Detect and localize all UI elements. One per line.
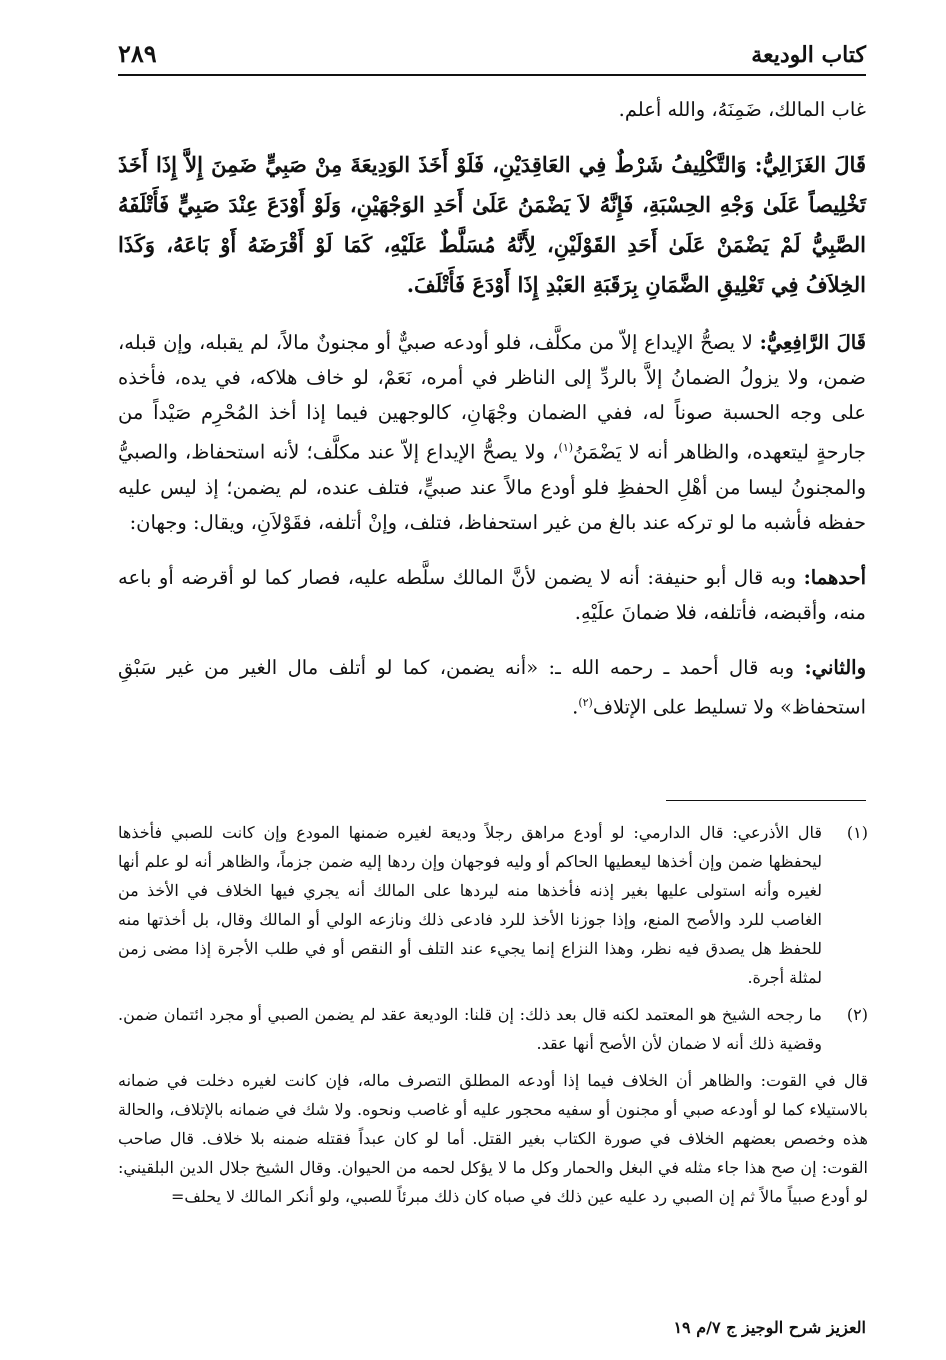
first-text: وبه قال أبو حنيفة: أنه لا يضمن لأنَّ المالك سلَّطه عليه، فصار كما لو أقرضه أو باعه منه، وأقبضه، فأتلفه، فلا ضمانَ علَيْهِ. (118, 565, 866, 624)
page-number: ٢٨٩ (118, 39, 157, 68)
main-text (118, 92, 866, 744)
footnote-text: ما رجحه الشيخ هو المعتمد لكنه قال بعد ذلك: إن قلنا: الوديعة عقد لم يضمن الصبي أو مجرد ائتمان ضمن. وقضية ذلك أنه لا ضمان لأن الأصح أنها عقد. (118, 1005, 822, 1053)
footnote-ref-2[interactable]: (٢) (578, 695, 593, 709)
footnotes (118, 818, 868, 1211)
intro-line: غاب المالك، ضَمِنَهُ، والله أعلم. (618, 98, 866, 121)
first-lead: أحدهما: (803, 565, 866, 589)
footnote-continuation: قال في القوت: والظاهر أن الخلاف فيما إذا أودعه المطلق التصرف ماله، فإن كانت لغيره دخلت في ضمانه بالاستيلاء كما لو أودعه صبي أو مجنون أو سفيه محجور عليه أو غاصب ونحوه. ولا شك في ضمانه بالإتلاف، والحالة هذه وخصص بعضهم الخلاف في صورة الكتاب بغير القتل. أما لو كان عبداً فقتله ضمنه بلا خلاف. قال صاحب القوت: إن صح هذا جاء مثله في البغل والحمار وكل ما لا يؤكل لحمه من الحيوان. وقال الشيخ جلال الدين البلقيني: لو أودع صبياً مالاً ثم إن الصبي رد عليه عين ذلك في صباه كان ذلك مبرئاً للصبي، ولو أنكر المالك لا يحلف= (118, 1071, 868, 1206)
second-text: وبه قال أحمد ـ رحمه الله ـ: «أنه يضمن، كما لو أتلف مال الغير من غير سَبْقِ استحفاظ» ولا تسليط على الإتلاف (118, 655, 866, 718)
ghazali-paragraph: قَالَ الغَزَالِيُّ: وَالتَّكْلِيفُ شَرْطٌ فِي العَاقِدَيْنِ، فَلَوْ أَخَذَ الوَدِيعَةَ مِنْ صَبِيٍّ ضَمِنَ إِلاَّ إِذَا أَخَذَ تَخْلِيصاً عَلَىٰ وَجْهِ الحِسْبَةِ، فَإِنَّهُ لاَ يَضْمَنُ عَلَىٰ أَحَدِ الوَجْهَيْنِ، وَلَوْ أَوْدَعَ عِنْدَ صَبِيٍّ فَأَتْلَفَهُ الصَّبِيُّ لَمْ يَضْمَنْ عَلَىٰ أَحَدِ القَوْلَيْنِ، لِأَنَّهُ مُسَلَّطٌ عَلَيْهِ، كَمَا لَوْ أَقْرَضَهُ أَوْ بَاعَهُ، وَكَذَا الخِلاَفُ فِي تَعْلِيقِ الضَّمَانِ بِرَقَبَةِ العَبْدِ إِذَا أَوْدَعَ فَأَتْلَفَ. (118, 152, 866, 297)
rafii-text-1: لا يصحُّ الإيداع إلاّ من مكلَّف، فلو أودعه صبيٌّ أو مجنونٌ مالاً، لم يقبله، وإن قبله، ضمن، ولا يزولُ الضمانُ إلاَّ بالردِّ إلى الناظر في أمره، نَعَمْ، لو خاف هلاكه، في يده، فأخذه على وجه الحسبة صوناً له، ففي الضمان وجْهَانِ، كالوجهين فيما إذا أخذ المُحْرِم صَيْداً من جارحةٍ ليتعهده، والظاهر أنه لا يَضْمَنُ (118, 331, 866, 464)
second-lead: والثاني: (804, 655, 866, 679)
footnote-1 (118, 818, 868, 992)
footnote-2 (118, 1000, 868, 1058)
footnote-number: (٢) (846, 1005, 868, 1024)
book-title: كتاب الوديعة (751, 42, 866, 68)
first-opinion (118, 560, 866, 630)
footnote-separator (666, 800, 866, 801)
second-opinion (118, 650, 866, 725)
footnote-ref-1[interactable]: (١) (558, 441, 574, 454)
second-end: . (572, 695, 579, 718)
rafii-lead: قَالَ الرَّافِعِيُّ: (759, 331, 867, 354)
page-signature: العزيز شرح الوجيز ج ٧/م ١٩ (673, 1318, 866, 1337)
rafii-text-2: ، ولا يصحُّ الإيداع إلاّ عند مكلَّف؛ لأنه استحفاظ، والصبيُّ والمجنونُ ليسا من أهْلِ الحفظِ فلو أودع مالاً عند صبيٍّ، فتلف عنده، لم يضمن؛ إذ ليس عليه حفظه فأشبه ما لو تركه عند بالغ من غير استحفاظ، فتلف، وإنْ أتلفه، فقَوْلاَنِ، ويقال: وجهان: (118, 440, 866, 534)
footnote-number: (١) (846, 823, 868, 842)
footnote-text: قال الأذرعي: قال الدارمي: لو أودع مراهق رجلاً وديعة لغيره ضمنها المودع وإن كانت للصبي فأخذها ليحفظها ضمن وإن أخذها ليعطيها الحاكم أو وليه فوجهان وإن ردها إليه ضمن جزماً، والظاهر أنه لو علم أنها لغيره وأنه استولى عليها بغير إذنه فأخذها منه ليردها على المالك أنه يجري فيها الخلاف في الأخذ من الغاصب للرد والأصح المنع، وإذا جوزنا الأخذ للرد فادعى ذلك ونازعه الولي أو المالك وقال، بل أخذتها منه للحفظ هل يصدق فيه نظر، وهذا النزاع إنما يجيء عند التلف أو النقص أو في طلب الأجرة إذا مضى زمن لمثلة أجرة. (118, 823, 823, 987)
rafii-paragraph (118, 325, 866, 540)
page-header (118, 34, 866, 76)
